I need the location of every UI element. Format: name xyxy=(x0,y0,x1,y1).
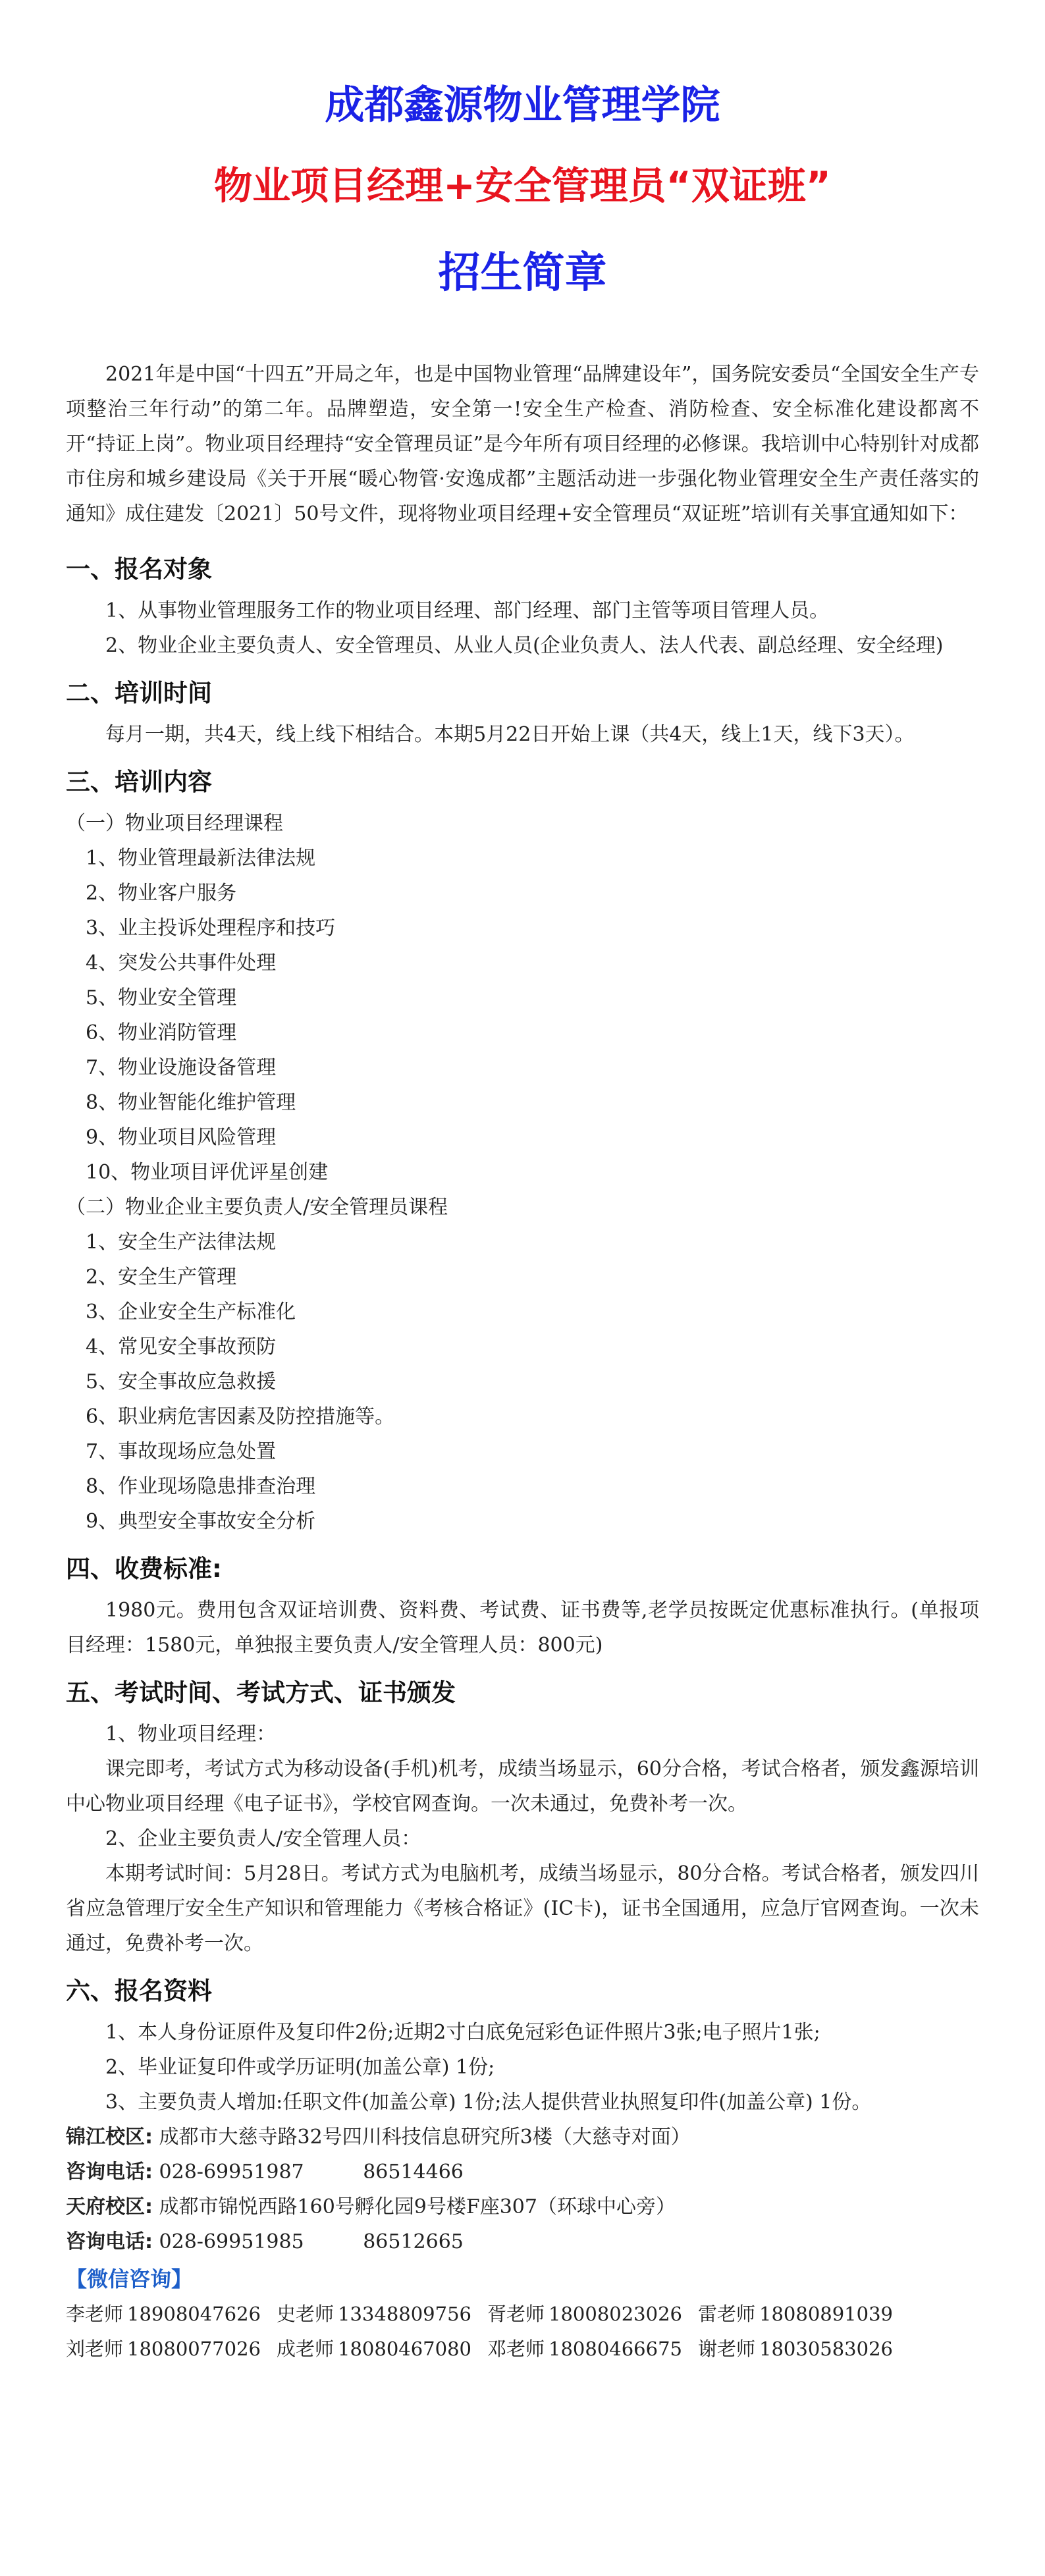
teacher-name: 邓老师 xyxy=(487,2338,545,2360)
list-item: 8、作业现场隐患排查治理 xyxy=(86,1475,316,1498)
section-title-targets: 一、报名对象 xyxy=(66,555,212,583)
material-item-3: 3、主要负责人增加:任职文件(加盖公章) 1份;法人提供营业执照复印件(加盖公章) 1份。 xyxy=(105,2091,872,2114)
list-item: 5、安全事故应急救援 xyxy=(86,1370,277,1393)
exam-pm-head: 1、物业项目经理： xyxy=(105,1723,277,1746)
campus-label: 天府校区: xyxy=(66,2195,153,2218)
section-materials xyxy=(66,1973,979,2120)
course-group-2-title: （二）物业企业主要负责人/安全管理员课程 xyxy=(66,1196,448,1219)
list-item: 1、安全生产法律法规 xyxy=(86,1231,277,1254)
list-item: 1、物业管理最新法律法规 xyxy=(86,847,316,870)
exam-safety-text: 本期考试时间：5月28日。考试方式为电脑机考，成绩当场显示，80分合格。考试合格者，颁发四川省应急管理厅安全生产知识和管理能力《考核合格证》(IC卡)，证书全国通用，应急厅官网查询。一次未通过，免费补考一次。 xyxy=(66,1862,979,1955)
teacher-contact xyxy=(66,2332,277,2367)
time-text: 每月一期，共4天，线上线下相结合。本期5月22日开始上课（共4天，线上1天，线下3天）。 xyxy=(105,723,915,746)
phone-label: 咨询电话: xyxy=(66,2230,153,2253)
brochure-title: 招生简章 xyxy=(438,249,607,298)
campus-label: 锦江校区: xyxy=(66,2126,153,2149)
org-title: 成都鑫源物业管理学院 xyxy=(325,82,720,128)
exam-safety-head: 2、企业主要负责人/安全管理人员： xyxy=(105,1827,421,1850)
course-title: 物业项目经理+安全管理员“双证班” xyxy=(214,163,831,208)
teacher-phone[interactable]: 18080891039 xyxy=(759,2303,893,2325)
teacher-phone[interactable]: 18080077026 xyxy=(127,2338,261,2360)
teacher-name: 史老师 xyxy=(277,2303,335,2325)
phone-number[interactable]: 028-69951987 xyxy=(159,2160,304,2184)
campus-jinjiang xyxy=(66,2120,979,2155)
section-time xyxy=(66,675,979,752)
list-item: 3、企业安全生产标准化 xyxy=(86,1301,296,1324)
list-item: 2、物业客户服务 xyxy=(86,882,237,905)
section-fees xyxy=(66,1551,979,1663)
exam-pm-text: 课完即考，考试方式为移动设备(手机)机考，成绩当场显示，60分合格，考试合格者，颁发鑫源培训中心物业项目经理《电子证书》，学校官网查询。一次未通过，免费补考一次。 xyxy=(66,1758,979,1815)
teacher-contact xyxy=(698,2332,915,2367)
campus-jinjiang-phone xyxy=(66,2155,979,2189)
teacher-phone[interactable]: 18008023026 xyxy=(549,2303,682,2325)
list-item: 5、物业安全管理 xyxy=(86,986,237,1009)
material-item-1: 1、本人身份证原件及复印件2份;近期2寸白底免冠彩色证件照片3张;电子照片1张; xyxy=(105,2021,820,2044)
teacher-phone[interactable]: 18030583026 xyxy=(759,2338,893,2360)
course-group-1-title: （一）物业项目经理课程 xyxy=(66,812,283,835)
list-item: 7、物业设施设备管理 xyxy=(86,1056,277,1079)
teacher-name: 刘老师 xyxy=(66,2338,124,2360)
list-item: 8、物业智能化维护管理 xyxy=(86,1091,296,1114)
intro-paragraph: 2021年是中国“十四五”开局之年，也是中国物业管理“品牌建设年”，国务院安委员“全国安全生产专项整治三年行动”的第二年。品牌塑造，安全第一!安全生产检查、消防检查、安全标准化建设都离不开“持证上岗”。物业项目经理持“安全管理员证”是今年所有项目经理的必修课。我培训中心特别针对成都市住房和城乡建设局《关于开展“暖心物管·安逸成都”主题活动进一步强化物业管理安全生产责任落实的通知》成住建发〔2021〕50号文件，现将物业项目经理+安全管理员“双证班”培训有关事宜通知如下： xyxy=(66,363,979,525)
campus-tianfu-phone xyxy=(66,2224,979,2259)
teacher-phone[interactable]: 18080466675 xyxy=(549,2338,682,2360)
campus-address: 成都市锦悦西路160号孵化园9号楼F座307（环球中心旁） xyxy=(159,2195,676,2218)
teacher-name: 雷老师 xyxy=(698,2303,756,2325)
section-content xyxy=(66,764,979,1539)
phone-number[interactable]: 86514466 xyxy=(363,2160,464,2184)
phone-number[interactable]: 028-69951985 xyxy=(159,2230,304,2253)
teacher-contact xyxy=(277,2332,487,2367)
section-title-time: 二、培训时间 xyxy=(66,679,212,707)
list-item: 10、物业项目评优评星创建 xyxy=(86,1161,329,1184)
list-item: 7、事故现场应急处置 xyxy=(86,1440,277,1463)
teacher-list xyxy=(66,2297,979,2367)
list-item: 4、常见安全事故预防 xyxy=(86,1335,277,1358)
section-title-content: 三、培训内容 xyxy=(66,768,212,796)
list-item: 9、物业项目风险管理 xyxy=(86,1126,277,1149)
fees-text: 1980元。费用包含双证培训费、资料费、考试费、证书费等,老学员按既定优惠标准执行。(单报项目经理：1580元，单独报主要负责人/安全管理人员：800元) xyxy=(66,1599,979,1657)
target-item-2: 2、物业企业主要负责人、安全管理员、从业人员(企业负责人、法人代表、副总经理、安全经理) xyxy=(105,634,944,657)
teacher-name: 胥老师 xyxy=(487,2303,545,2325)
section-title-exam: 五、考试时间、考试方式、证书颁发 xyxy=(66,1678,456,1707)
list-item: 9、典型安全事故安全分析 xyxy=(86,1510,316,1533)
teacher-contact xyxy=(66,2297,277,2332)
list-item: 6、职业病危害因素及防控措施等。 xyxy=(86,1405,395,1428)
teacher-contact xyxy=(698,2297,915,2332)
teacher-contact xyxy=(487,2332,698,2367)
list-item: 2、安全生产管理 xyxy=(86,1266,237,1289)
teacher-name: 李老师 xyxy=(66,2303,124,2325)
teacher-contact xyxy=(487,2297,698,2332)
material-item-2: 2、毕业证复印件或学历证明(加盖公章) 1份; xyxy=(105,2056,495,2079)
target-item-1: 1、从事物业管理服务工作的物业项目经理、部门经理、部门主管等项目管理人员。 xyxy=(105,599,830,622)
teacher-phone[interactable]: 13348809756 xyxy=(338,2303,471,2325)
section-title-materials: 六、报名资料 xyxy=(66,1977,212,2005)
contact-block xyxy=(66,2120,979,2367)
list-item: 6、物业消防管理 xyxy=(86,1021,237,1044)
teacher-phone[interactable]: 18080467080 xyxy=(338,2338,471,2360)
list-item: 3、业主投诉处理程序和技巧 xyxy=(86,917,336,940)
phone-label: 咨询电话: xyxy=(66,2160,153,2184)
section-title-fees: 四、收费标准: xyxy=(66,1555,222,1583)
list-item: 4、突发公共事件处理 xyxy=(86,952,277,975)
teacher-name: 谢老师 xyxy=(698,2338,756,2360)
phone-number[interactable]: 86512665 xyxy=(363,2230,464,2253)
campus-tianfu xyxy=(66,2189,979,2224)
teacher-phone[interactable]: 18908047626 xyxy=(127,2303,261,2325)
teacher-name: 成老师 xyxy=(277,2338,335,2360)
campus-address: 成都市大慈寺路32号四川科技信息研究所3楼（大慈寺对面） xyxy=(159,2126,691,2149)
section-targets xyxy=(66,551,979,663)
section-exam xyxy=(66,1675,979,1961)
wechat-title: 【微信咨询】 xyxy=(66,2267,193,2292)
teacher-contact xyxy=(277,2297,487,2332)
course-group-1-list xyxy=(66,841,979,1190)
course-group-2-list xyxy=(66,1225,979,1539)
